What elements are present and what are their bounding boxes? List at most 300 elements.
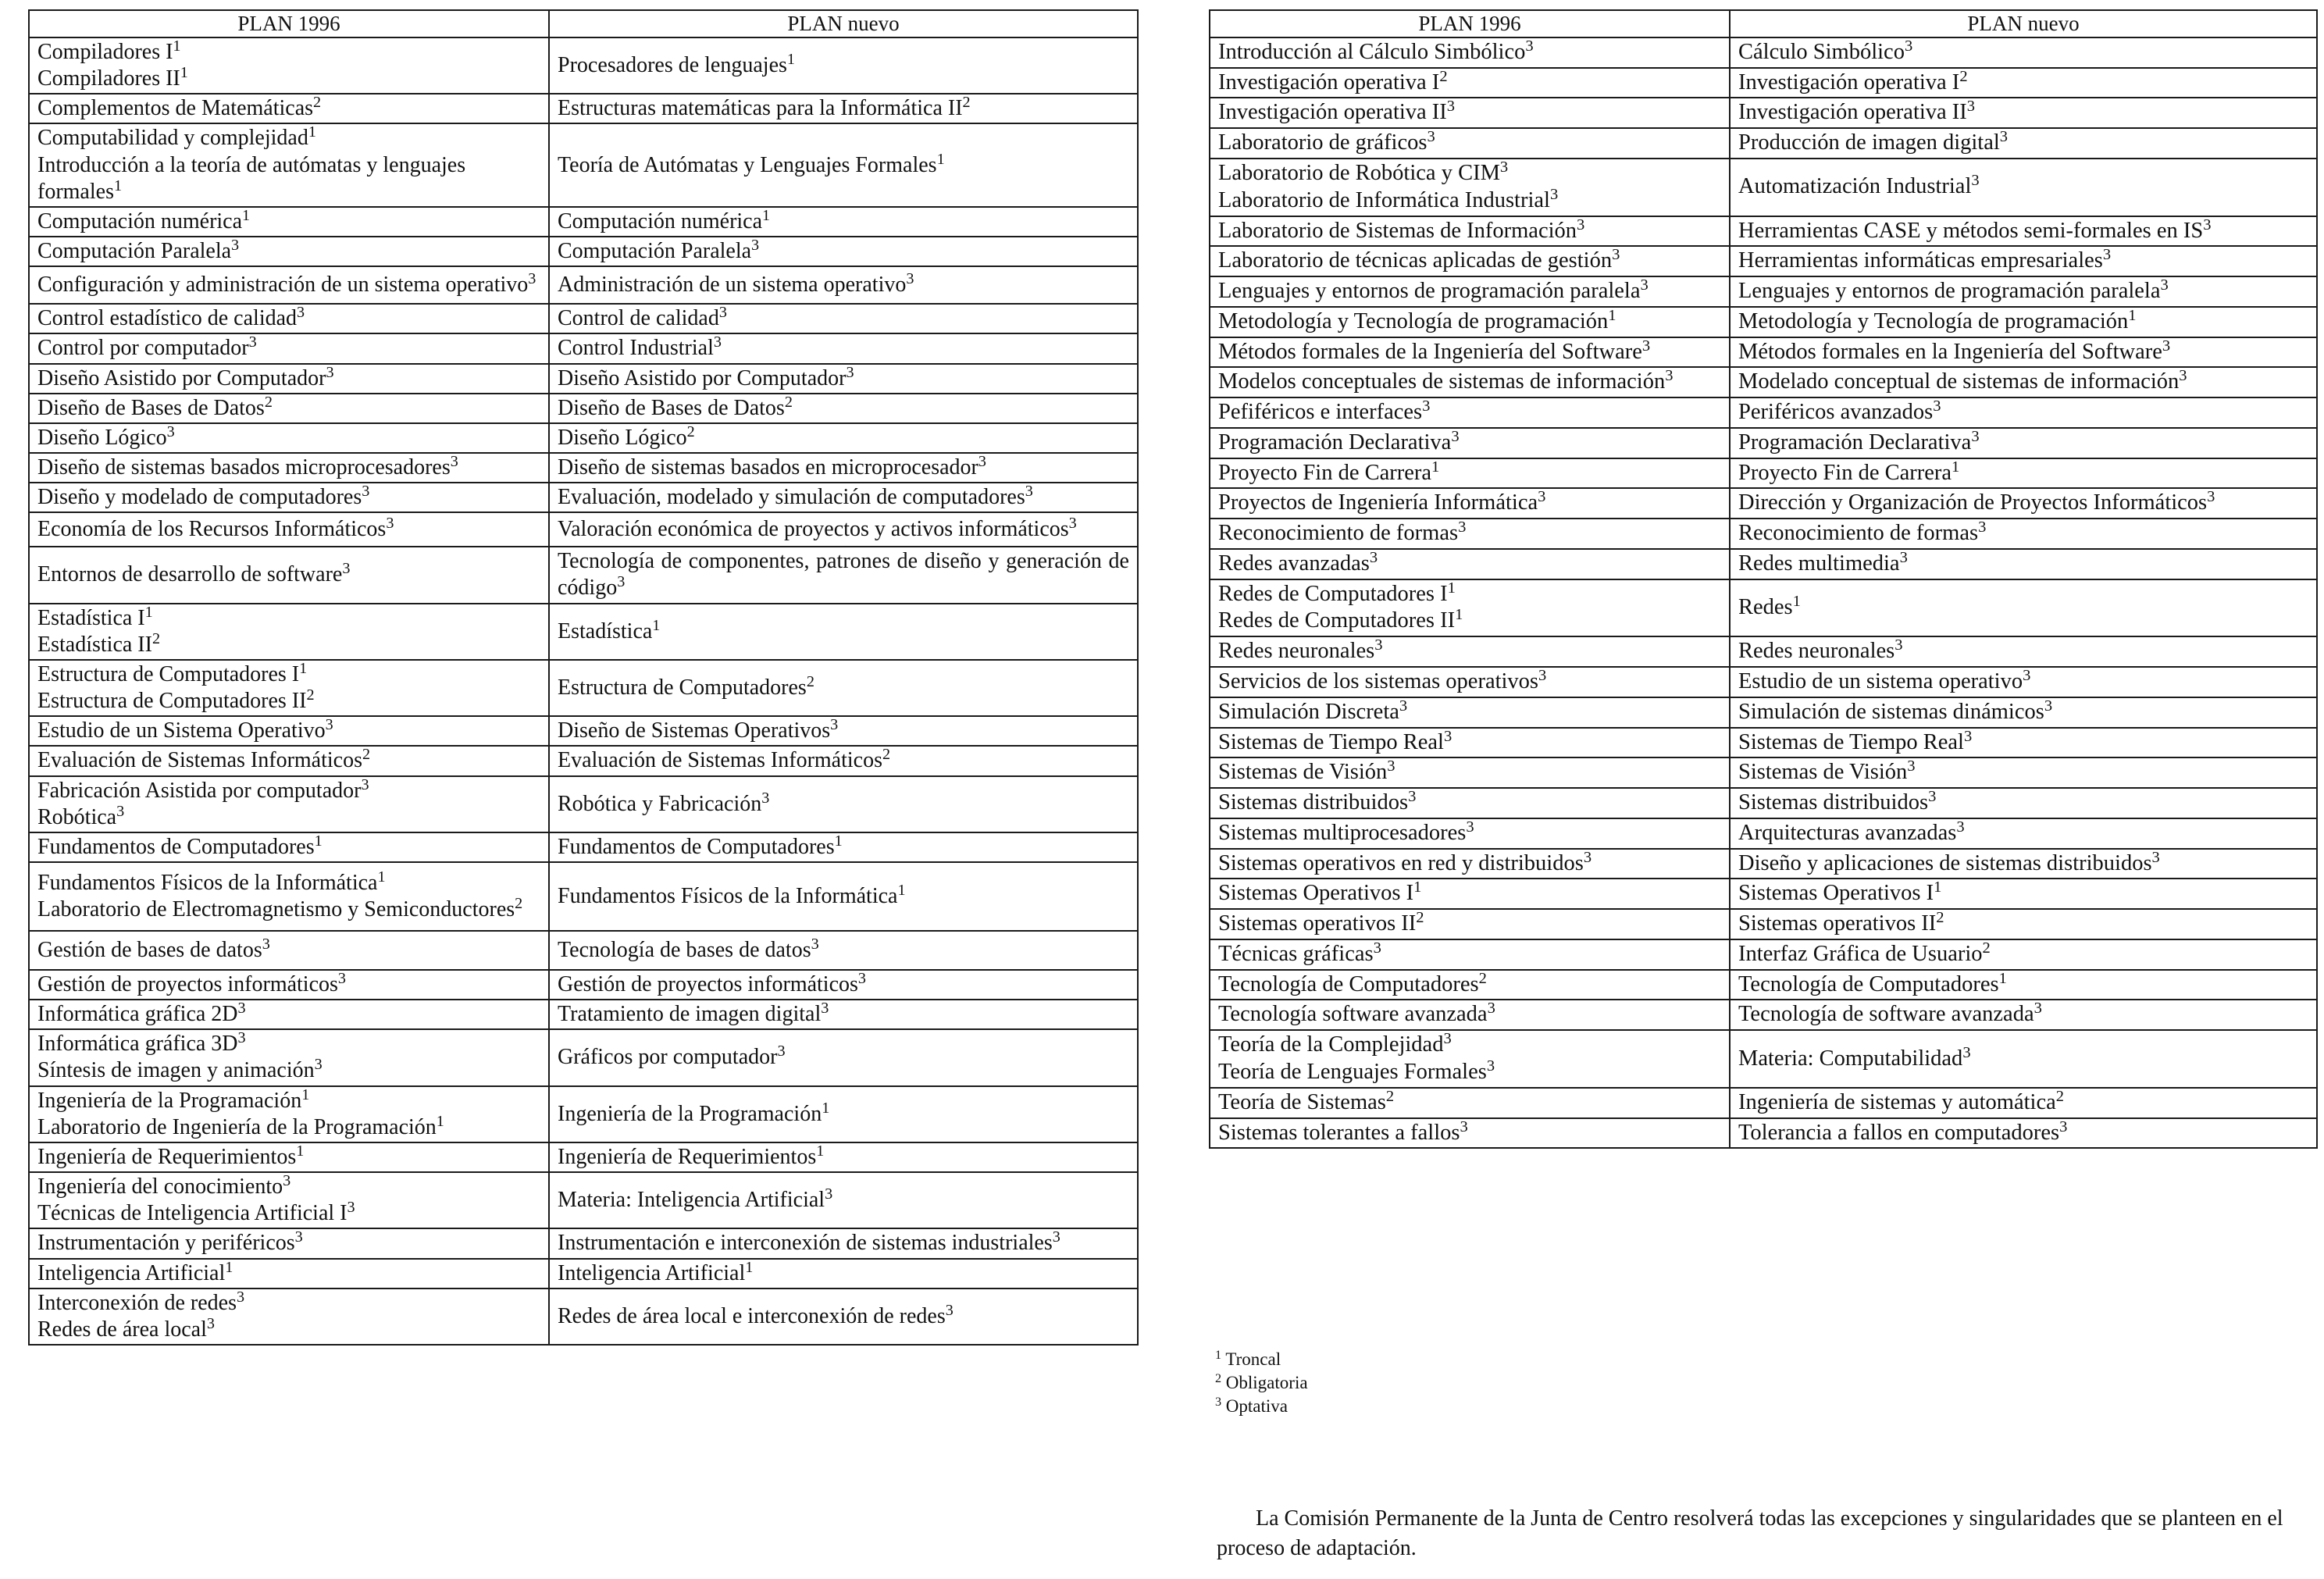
cell-plan-1996: [1210, 37, 1730, 68]
subject-entry: [1738, 173, 2308, 201]
table-row: [29, 207, 1138, 237]
table-row: [29, 547, 1138, 603]
cell-plan-1996: [1210, 579, 1730, 637]
subject-entry: [37, 804, 540, 831]
subject-entry: [37, 125, 540, 151]
subject-name: Reconocimiento de formas: [1218, 521, 1459, 546]
subject-entry: [1218, 759, 1721, 786]
subject-entry: [1738, 248, 2308, 275]
cell-plan-1996: [1210, 216, 1730, 247]
subject-entry: [37, 516, 540, 543]
subject-entry: [1738, 790, 2308, 817]
subject-type-mark: 3: [1904, 37, 1913, 55]
subject-type-mark: 2: [1936, 909, 1944, 926]
subject-entry: [37, 365, 540, 392]
subject-entry: [1738, 1001, 2308, 1028]
table-row: [1210, 549, 2317, 579]
subject-entry: [37, 1144, 540, 1171]
cell-plan-nuevo: [549, 237, 1138, 266]
table-row: [1210, 970, 2317, 1000]
cell-plan-nuevo: [549, 1289, 1138, 1345]
table-row: [29, 453, 1138, 483]
cell-plan-nuevo: [549, 94, 1138, 123]
subject-name: Lenguajes y entornos de programación paralela: [1738, 279, 2161, 304]
subject-type-mark: 3: [237, 1288, 245, 1306]
cell-plan-1996: [29, 776, 549, 832]
subject-entry: [1738, 99, 2308, 127]
subject-name: Computación numérica: [558, 209, 763, 233]
subject-name: Redes de área local e interconexión de redes: [558, 1303, 946, 1328]
table-row: [29, 364, 1138, 394]
cell-plan-nuevo: [1730, 970, 2317, 1000]
subject-name: Programación Declarativa: [1738, 430, 1972, 454]
legend-mark: 2: [1215, 1371, 1222, 1385]
subject-name: Tecnología software avanzada: [1218, 1002, 1488, 1027]
subject-type-mark: 3: [2023, 667, 2031, 684]
cell-plan-nuevo: [549, 547, 1138, 603]
subject-entry: [1218, 339, 1721, 366]
subject-entry: [1218, 520, 1721, 547]
table-header-row: [29, 10, 1138, 37]
subject-type-mark: 1: [308, 123, 316, 141]
subject-name: Sistemas multiprocesadores: [1218, 820, 1467, 845]
subject-entry: [37, 272, 540, 298]
subject-entry: [558, 791, 1129, 818]
cell-plan-nuevo: [1730, 939, 2317, 970]
cell-plan-1996: [1210, 1000, 1730, 1030]
table-row: [1210, 337, 2317, 368]
subject-type-mark: 3: [1966, 98, 1976, 116]
subject-entry: [1218, 130, 1721, 157]
subject-type-mark: 3: [1446, 98, 1456, 116]
cell-plan-1996: [29, 1000, 549, 1029]
subject-name: Ingeniería del conocimiento: [37, 1174, 283, 1199]
cell-plan-nuevo: [1730, 849, 2317, 879]
subject-entry: [1218, 790, 1721, 817]
header-plan-1996: PLAN 1996: [1210, 10, 1730, 37]
subject-entry: [37, 454, 540, 481]
subject-entry: [558, 1144, 1129, 1171]
subject-name: Ingeniería de sistemas y automática: [1738, 1089, 2056, 1114]
cell-plan-nuevo: [1730, 818, 2317, 849]
subject-type-mark: 3: [1487, 1000, 1495, 1018]
subject-entry: [37, 561, 540, 588]
subject-name: Simulación Discreta: [1218, 699, 1399, 724]
subject-name: Técnicas de Inteligencia Artificial I: [37, 1201, 348, 1226]
cell-plan-nuevo: [1730, 757, 2317, 788]
cell-plan-1996: [29, 832, 549, 862]
subject-entry: [1218, 67, 1721, 97]
cell-plan-1996: [29, 512, 549, 547]
table-row: [29, 1228, 1138, 1258]
subject-entry: [1738, 820, 2308, 847]
subject-entry: [558, 834, 1129, 861]
cell-plan-1996: [29, 1029, 549, 1085]
subject-type-mark: 3: [751, 237, 760, 254]
subject-entry: [37, 870, 540, 896]
cell-plan-1996: [1210, 1088, 1730, 1118]
subject-name: Síntesis de imagen y animación: [37, 1058, 315, 1083]
subject-name: Estructura de Computadores II: [37, 689, 307, 714]
cell-plan-1996: [29, 1289, 549, 1345]
subject-entry: [558, 971, 1129, 998]
cell-plan-nuevo: [549, 304, 1138, 333]
subject-entry: [1218, 308, 1721, 336]
subject-type-mark: 3: [1577, 216, 1585, 233]
subject-name: Técnicas gráficas: [1218, 941, 1374, 966]
subject-name: Evaluación, modelado y simulación de computadores: [558, 485, 1025, 510]
subject-entry: [1738, 699, 2308, 726]
subject-name: Reconocimiento de formas: [1738, 521, 1979, 546]
subject-entry: [1738, 548, 2308, 578]
subject-type-mark: 3: [386, 515, 394, 533]
cell-plan-nuevo: [1730, 458, 2317, 489]
subject-name: Complementos de Matemáticas: [37, 96, 314, 121]
subject-name: Procesadores de lenguajes: [558, 53, 787, 78]
cell-plan-nuevo: [549, 746, 1138, 775]
subject-name: Proyecto Fin de Carrera: [1218, 460, 1432, 485]
cell-plan-1996: [1210, 246, 1730, 276]
subject-type-mark: 3: [945, 1301, 953, 1319]
cell-plan-nuevo: [549, 333, 1138, 363]
table-row: [1210, 636, 2317, 667]
table-row: [29, 1086, 1138, 1142]
cell-plan-nuevo: [1730, 307, 2317, 337]
subject-entry: [558, 395, 1129, 422]
subject-entry: [558, 484, 1129, 511]
subject-type-mark: 1: [745, 1258, 754, 1276]
subject-entry: [1738, 369, 2308, 396]
subject-type-mark: 3: [2151, 848, 2160, 866]
subject-entry: [1218, 880, 1721, 907]
subject-entry: [1218, 971, 1721, 999]
subject-entry: [37, 747, 540, 774]
subject-name: Redes neuronales: [1218, 639, 1375, 664]
cell-plan-1996: [1210, 1030, 1730, 1088]
subject-entry: [1218, 850, 1721, 878]
table-row: [29, 512, 1138, 547]
cell-plan-1996: [29, 453, 549, 483]
subject-entry: [37, 1031, 540, 1057]
subject-name: Fundamentos de Computadores: [37, 834, 315, 859]
cell-plan-1996: [29, 123, 549, 206]
subject-type-mark: 3: [342, 560, 351, 578]
subject-name: Economía de los Recursos Informáticos: [37, 517, 387, 542]
subject-type-mark: 2: [151, 629, 161, 647]
subject-type-mark: 1: [299, 659, 308, 677]
cell-plan-nuevo: [549, 123, 1138, 206]
subject-name: Compiladores I: [37, 39, 173, 64]
cell-plan-nuevo: [1730, 579, 2317, 637]
subject-name: Interfaz Gráfica de Usuario: [1738, 941, 1983, 966]
subject-entry: [558, 238, 1129, 265]
subject-entry: [558, 95, 1129, 122]
subject-entry: [1218, 490, 1721, 517]
subject-entry: [558, 548, 1129, 601]
subject-entry: [558, 883, 1129, 910]
table-row: [29, 716, 1138, 746]
subject-type-mark: 3: [248, 333, 257, 351]
subject-entry: [1738, 399, 2308, 426]
subject-type-mark: 3: [347, 1199, 355, 1217]
subject-name: Computación Paralela: [37, 239, 232, 264]
cell-plan-1996: [1210, 697, 1730, 728]
cell-plan-nuevo: [1730, 428, 2317, 458]
subject-type-mark: 3: [1978, 519, 1987, 536]
subject-entry: [1738, 941, 2308, 968]
subject-name: Diseño y modelado de computadores: [37, 485, 362, 510]
subject-name: Laboratorio de Informática Industrial: [1218, 187, 1550, 212]
subject-entry: [1738, 308, 2308, 336]
subject-entry: [558, 747, 1129, 774]
subject-entry: [558, 152, 1129, 179]
cell-plan-nuevo: [549, 453, 1138, 483]
subject-name: Informática gráfica 3D: [37, 1032, 238, 1057]
subject-name: Computación numérica: [37, 209, 243, 233]
subject-type-mark: 3: [1907, 757, 1916, 775]
subject-entry: [1218, 278, 1721, 305]
subject-name: Control Industrial: [558, 336, 714, 361]
subject-type-mark: 3: [325, 716, 333, 734]
subject-name: Sistemas Operativos I: [1218, 881, 1414, 906]
cell-plan-nuevo: [549, 1172, 1138, 1228]
subject-name: Sistemas distribuidos: [1218, 790, 1409, 815]
table-row: [1210, 1118, 2317, 1149]
cell-plan-1996: [1210, 337, 1730, 368]
cell-plan-1996: [29, 394, 549, 423]
cell-plan-nuevo: [1730, 246, 2317, 276]
cell-plan-1996: [1210, 636, 1730, 667]
subject-type-mark: 1: [816, 1142, 825, 1160]
table-row: [29, 862, 1138, 931]
subject-entry: [1738, 490, 2308, 517]
subject-name: Laboratorio de gráficos: [1218, 130, 1428, 155]
cell-plan-nuevo: [1730, 159, 2317, 216]
subject-name: Computabilidad y complejidad: [37, 126, 308, 151]
table-row: [29, 123, 1138, 206]
subject-type-mark: 3: [2059, 1117, 2068, 1135]
legend-item: [1215, 1348, 1308, 1371]
subject-name: Gestión de bases de datos: [37, 937, 262, 962]
subject-name: Laboratorio de Robótica y CIM: [1218, 161, 1500, 185]
cell-plan-nuevo: [1730, 488, 2317, 519]
subject-entry: [558, 454, 1129, 481]
subject-type-mark: 2: [962, 94, 971, 112]
subject-name: Control estadístico de calidad: [37, 306, 298, 331]
table-header-row: [1210, 10, 2317, 37]
table-row: [1210, 276, 2317, 307]
subject-type-mark: 1: [936, 150, 945, 168]
subject-name: Materia: Computabilidad: [1738, 1046, 1963, 1071]
legend-item: [1215, 1371, 1308, 1395]
subject-name: Inteligencia Artificial: [558, 1260, 746, 1285]
subject-type-mark: 1: [144, 603, 153, 621]
cell-plan-nuevo: [1730, 128, 2317, 159]
subject-name: Investigación operativa I: [1218, 70, 1440, 94]
subject-name: Teoría de Sistemas: [1218, 1089, 1386, 1114]
subject-type-mark: 3: [283, 1172, 291, 1190]
subject-name: Estudio de un Sistema Operativo: [37, 718, 326, 743]
cell-plan-nuevo: [1730, 1088, 2317, 1118]
header-plan-nuevo: PLAN nuevo: [1730, 10, 2317, 37]
cell-plan-1996: [29, 931, 549, 970]
subject-name: Redes avanzadas: [1218, 551, 1370, 576]
subject-type-mark: 2: [1478, 969, 1487, 987]
subject-type-mark: 3: [2179, 367, 2187, 385]
subject-type-mark: 3: [1999, 128, 2009, 145]
subject-name: Fundamentos Físicos de la Informática: [37, 870, 378, 895]
subject-name: Pefiféricos e interfaces: [1218, 400, 1423, 425]
subject-entry: [558, 1187, 1129, 1214]
cell-plan-nuevo: [1730, 519, 2317, 549]
cell-plan-nuevo: [549, 1228, 1138, 1258]
subject-type-mark: 1: [1431, 458, 1440, 476]
subject-entry: [558, 672, 1129, 701]
subject-name: Informática gráfica 2D: [37, 1002, 238, 1027]
cell-plan-nuevo: [549, 37, 1138, 94]
subject-name: Diseño de Sistemas Operativos: [558, 718, 831, 743]
subject-type-mark: 3: [528, 270, 536, 288]
subject-entry: [37, 1230, 540, 1256]
subject-name: Teoría de Lenguajes Formales: [1218, 1059, 1487, 1084]
subject-type-mark: 1: [786, 50, 795, 68]
subject-name: Gráficos por computador: [558, 1045, 778, 1070]
subject-type-mark: 3: [206, 1314, 215, 1332]
subject-entry: [558, 1303, 1129, 1330]
subject-name: Evaluación de Sistemas Informáticos: [558, 748, 882, 773]
subject-type-mark: 2: [806, 672, 814, 690]
subject-name: Diseño de Bases de Datos: [558, 395, 785, 420]
subject-entry: [1218, 427, 1721, 457]
table-row: [1210, 579, 2317, 637]
subject-type-mark: 3: [846, 363, 854, 381]
cell-plan-1996: [29, 333, 549, 363]
subject-name: Estructuras matemáticas para la Informática II: [558, 96, 963, 121]
subject-name: Compiladores II: [37, 66, 180, 91]
cell-plan-nuevo: [1730, 636, 2317, 667]
subject-name: Simulación de sistemas dinámicos: [1738, 699, 2044, 724]
subject-type-mark: 3: [1583, 848, 1592, 866]
subject-entry: [37, 1200, 540, 1227]
subject-type-mark: 3: [1025, 483, 1033, 501]
table-row: [29, 970, 1138, 1000]
subject-entry: [558, 206, 1129, 235]
cell-plan-nuevo: [549, 862, 1138, 931]
subject-entry: [37, 937, 540, 964]
subject-entry: [1218, 608, 1721, 635]
subject-type-mark: 3: [761, 789, 770, 807]
subject-name: Interconexión de redes: [37, 1290, 237, 1315]
subject-entry: [1738, 911, 2308, 938]
subject-type-mark: 3: [825, 1185, 833, 1203]
subject-name: Laboratorio de Sistemas de Información: [1218, 218, 1577, 243]
subject-type-mark: 3: [811, 935, 819, 953]
subject-entry: [37, 1174, 540, 1200]
subject-entry: [37, 422, 540, 451]
subject-entry: [37, 1114, 540, 1141]
cell-plan-1996: [29, 483, 549, 512]
subject-entry: [37, 1085, 540, 1114]
table-row: [1210, 1088, 2317, 1118]
subject-entry: [37, 206, 540, 235]
subject-name: Redes multimedia: [1738, 551, 1900, 576]
subject-name: Arquitecturas avanzadas: [1738, 820, 1957, 845]
subject-entry: [1738, 880, 2308, 907]
subject-name: Estadística I: [37, 605, 145, 630]
subject-type-mark: 2: [1439, 67, 1448, 85]
subject-name: Control por computador: [37, 336, 249, 361]
subject-type-mark: 1: [225, 1258, 233, 1276]
table-row: [1210, 667, 2317, 697]
subject-type-mark: 3: [1387, 757, 1395, 775]
cell-plan-nuevo: [1730, 1118, 2317, 1149]
subject-type-mark: 3: [1052, 1228, 1060, 1246]
cell-plan-nuevo: [1730, 1000, 2317, 1030]
subject-name: Redes de Computadores I: [1218, 581, 1448, 606]
subject-type-mark: 3: [262, 935, 270, 953]
cell-plan-1996: [1210, 128, 1730, 159]
subject-entry: [558, 52, 1129, 79]
subject-type-mark: 3: [1928, 788, 1937, 805]
table-row: [29, 237, 1138, 266]
subject-entry: [558, 1260, 1129, 1287]
subject-entry: [1218, 99, 1721, 127]
cell-plan-nuevo: [549, 660, 1138, 716]
cell-plan-1996: [29, 746, 549, 775]
cell-plan-1996: [1210, 428, 1730, 458]
cell-plan-1996: [1210, 98, 1730, 128]
subject-entry: [1218, 1089, 1721, 1117]
table-row: [29, 931, 1138, 970]
subject-name: Investigación operativa II: [1218, 100, 1447, 125]
subject-entry: [37, 484, 540, 511]
subject-type-mark: 3: [1422, 397, 1431, 415]
subject-type-mark: 3: [231, 237, 240, 254]
subject-type-mark: 3: [2044, 697, 2053, 715]
subject-entry: [558, 1001, 1129, 1028]
table-row: [29, 333, 1138, 363]
cell-plan-nuevo: [1730, 68, 2317, 98]
subject-type-mark: 3: [1549, 185, 1559, 203]
subject-type-mark: 2: [313, 94, 322, 112]
subject-name: Tecnología de bases de datos: [558, 937, 811, 962]
subject-name: Teoría de Autómatas y Lenguajes Formales: [558, 152, 937, 177]
table-row: [1210, 909, 2317, 939]
subject-entry: [1738, 130, 2308, 157]
subject-type-mark: 3: [166, 422, 175, 440]
subject-type-mark: 3: [713, 333, 722, 351]
subject-entry: [1738, 520, 2308, 547]
subject-name: Diseño de Bases de Datos: [37, 395, 265, 420]
table-row: [1210, 939, 2317, 970]
subject-type-mark: 3: [830, 716, 839, 734]
table-body: [1210, 37, 2317, 1148]
subject-type-mark: 1: [113, 176, 123, 194]
table-row: [29, 304, 1138, 333]
subject-entry: [1218, 638, 1721, 665]
subject-type-mark: 1: [1455, 606, 1463, 624]
cell-plan-nuevo: [549, 266, 1138, 304]
cell-plan-1996: [29, 237, 549, 266]
subject-type-mark: 3: [857, 970, 866, 987]
subject-name: Sistemas tolerantes a fallos: [1218, 1120, 1460, 1145]
subject-entry: [1738, 278, 2308, 305]
subject-type-mark: 3: [1538, 667, 1547, 684]
subject-name: Estudio de un sistema operativo: [1738, 669, 2023, 694]
cell-plan-1996: [1210, 307, 1730, 337]
subject-type-mark: 3: [1486, 1057, 1495, 1075]
subject-name: Control de calidad: [558, 306, 719, 331]
